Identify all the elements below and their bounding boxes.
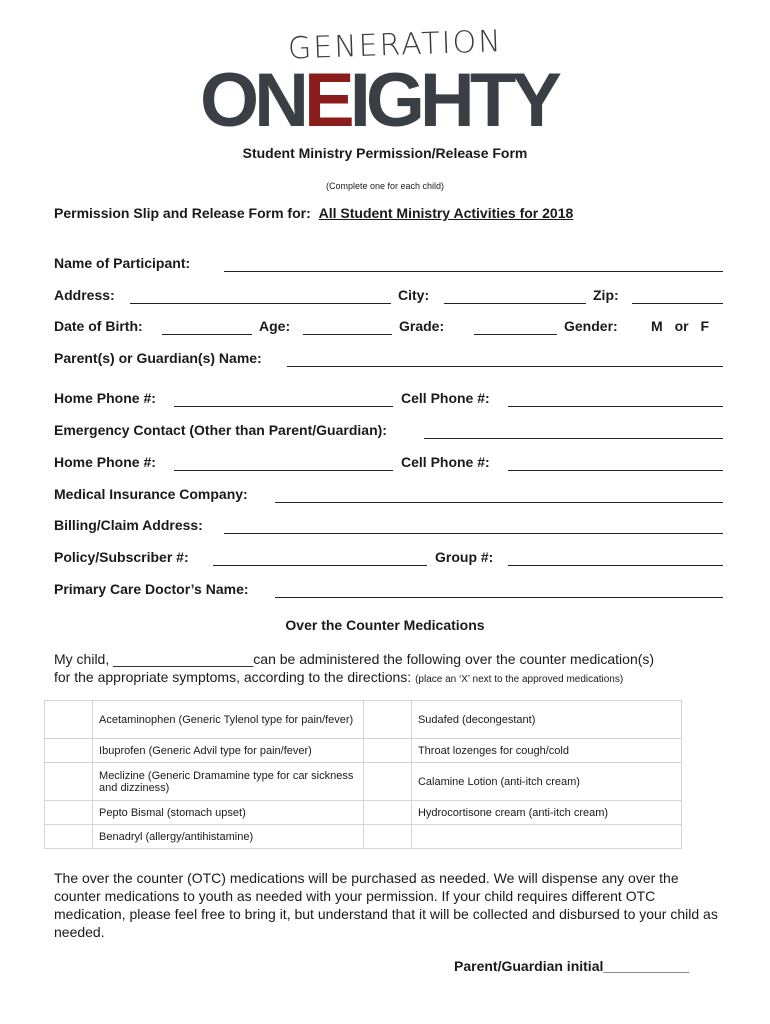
insurance-field[interactable] xyxy=(275,502,723,503)
table-row xyxy=(45,801,682,825)
med-checkbox[interactable] xyxy=(45,825,93,849)
doctor-label: Primary Care Doctor’s Name: xyxy=(54,581,249,597)
permission-for-label: Permission Slip and Release Form for: xyxy=(54,205,311,221)
med-checkbox[interactable] xyxy=(45,739,93,763)
guardian-label: Parent(s) or Guardian(s) Name: xyxy=(54,350,262,366)
billing-label: Billing/Claim Address: xyxy=(54,517,203,533)
policy-field[interactable] xyxy=(213,565,427,566)
logo-main-pre: ON xyxy=(200,58,304,143)
permission-for-row xyxy=(54,205,573,221)
address-label: Address: xyxy=(54,287,115,303)
home-phone-1-label: Home Phone #: xyxy=(54,390,156,406)
med-name: Meclizine (Generic Dramamine type for car sickness and dizziness) xyxy=(93,763,364,801)
cell-phone-1-label: Cell Phone #: xyxy=(401,390,490,406)
grade-field[interactable] xyxy=(474,334,557,335)
participant-label: Name of Participant: xyxy=(54,255,191,271)
grade-label: Grade: xyxy=(399,318,445,334)
otc-consent-pre: My child, xyxy=(54,651,114,667)
table-row xyxy=(45,825,682,849)
medications-table xyxy=(44,700,682,849)
med-checkbox[interactable] xyxy=(363,763,411,801)
doctor-field[interactable] xyxy=(275,597,723,598)
med-checkbox[interactable] xyxy=(45,763,93,801)
otc-consent-line-2 xyxy=(54,668,724,689)
med-checkbox[interactable] xyxy=(363,801,411,825)
otc-consent xyxy=(54,650,724,689)
dob-label: Date of Birth: xyxy=(54,318,143,334)
policy-label: Policy/Subscriber #: xyxy=(54,549,189,565)
form-subtitle: (Complete one for each child) xyxy=(325,181,445,191)
guardian-field[interactable] xyxy=(287,366,723,367)
home-phone-1-field[interactable] xyxy=(174,406,393,407)
med-checkbox[interactable] xyxy=(363,739,411,763)
cell-phone-1-field[interactable] xyxy=(508,406,723,407)
cell-phone-2-label: Cell Phone #: xyxy=(401,454,490,470)
gender-label: Gender: xyxy=(564,318,618,334)
child-name-blank[interactable]: __________________ xyxy=(113,651,254,667)
address-field[interactable] xyxy=(130,303,391,304)
participant-field[interactable] xyxy=(224,271,723,272)
med-name: Throat lozenges for cough/cold xyxy=(411,739,681,763)
city-label: City: xyxy=(398,287,430,303)
cell-phone-2-field[interactable] xyxy=(508,470,723,471)
med-name: Benadryl (allergy/antihistamine) xyxy=(93,825,364,849)
table-row xyxy=(45,701,682,739)
home-phone-2-label: Home Phone #: xyxy=(54,454,156,470)
logo-main-post: IGHTY xyxy=(349,58,557,143)
otc-consent-line-1 xyxy=(54,650,724,668)
group-label: Group #: xyxy=(435,549,494,565)
med-checkbox[interactable] xyxy=(45,701,93,739)
emergency-label: Emergency Contact (Other than Parent/Guardian): xyxy=(54,422,387,438)
gender-option-f[interactable]: F xyxy=(700,318,710,334)
med-name: Acetaminophen (Generic Tylenol type for pain/fever) xyxy=(93,701,364,739)
med-name: Ibuprofen (Generic Advil type for pain/fever) xyxy=(93,739,364,763)
city-field[interactable] xyxy=(444,303,586,304)
age-field[interactable] xyxy=(303,334,392,335)
gender-option-m[interactable]: M xyxy=(651,318,663,334)
logo-oneighty xyxy=(200,58,580,143)
logo-main-e: E xyxy=(304,58,350,143)
age-label: Age: xyxy=(259,318,291,334)
med-name: Hydrocortisone cream (anti-itch cream) xyxy=(411,801,681,825)
med-name: Calamine Lotion (anti-itch cream) xyxy=(411,763,681,801)
table-row xyxy=(45,739,682,763)
med-checkbox[interactable] xyxy=(363,825,411,849)
insurance-label: Medical Insurance Company: xyxy=(54,486,248,502)
med-name: Pepto Bismal (stomach upset) xyxy=(93,801,364,825)
med-name: Sudafed (decongestant) xyxy=(411,701,681,739)
otc-heading: Over the Counter Medications xyxy=(285,617,485,633)
med-checkbox[interactable] xyxy=(45,801,93,825)
form-title: Student Ministry Permission/Release Form xyxy=(242,145,528,161)
otc-consent-post: can be administered the following over the counter medication(s) xyxy=(253,651,655,667)
zip-field[interactable] xyxy=(632,303,723,304)
emergency-field[interactable] xyxy=(424,438,723,439)
dob-field[interactable] xyxy=(162,334,252,335)
otc-consent-note: (place an ‘X’ next to the approved medications) xyxy=(415,674,624,685)
home-phone-2-field[interactable] xyxy=(174,470,393,471)
gender-or: or xyxy=(674,318,689,334)
permission-for-value: All Student Ministry Activities for 2018 xyxy=(318,205,574,221)
zip-label: Zip: xyxy=(593,287,619,303)
logo-generation-text: GENERATION xyxy=(287,24,504,67)
parent-initial xyxy=(454,958,689,974)
billing-field[interactable] xyxy=(224,533,723,534)
parent-initial-label: Parent/Guardian initial xyxy=(454,958,604,974)
group-field[interactable] xyxy=(508,565,723,566)
med-name xyxy=(411,825,681,849)
gender-options xyxy=(651,318,709,334)
otc-disclaimer: The over the counter (OTC) medications will be purchased as needed. We will dispense any over the counter medications to youth as needed with your permission. If your child requires different OTC medication, please feel free to bring it, but understand that it will be collected and disbursed to your child as needed. xyxy=(54,870,718,940)
otc-consent-line2-text: for the appropriate symptoms, according to the directions: xyxy=(54,669,416,685)
parent-initial-blank[interactable]: ___________ xyxy=(603,958,690,974)
med-checkbox[interactable] xyxy=(363,701,411,739)
table-row xyxy=(45,763,682,801)
